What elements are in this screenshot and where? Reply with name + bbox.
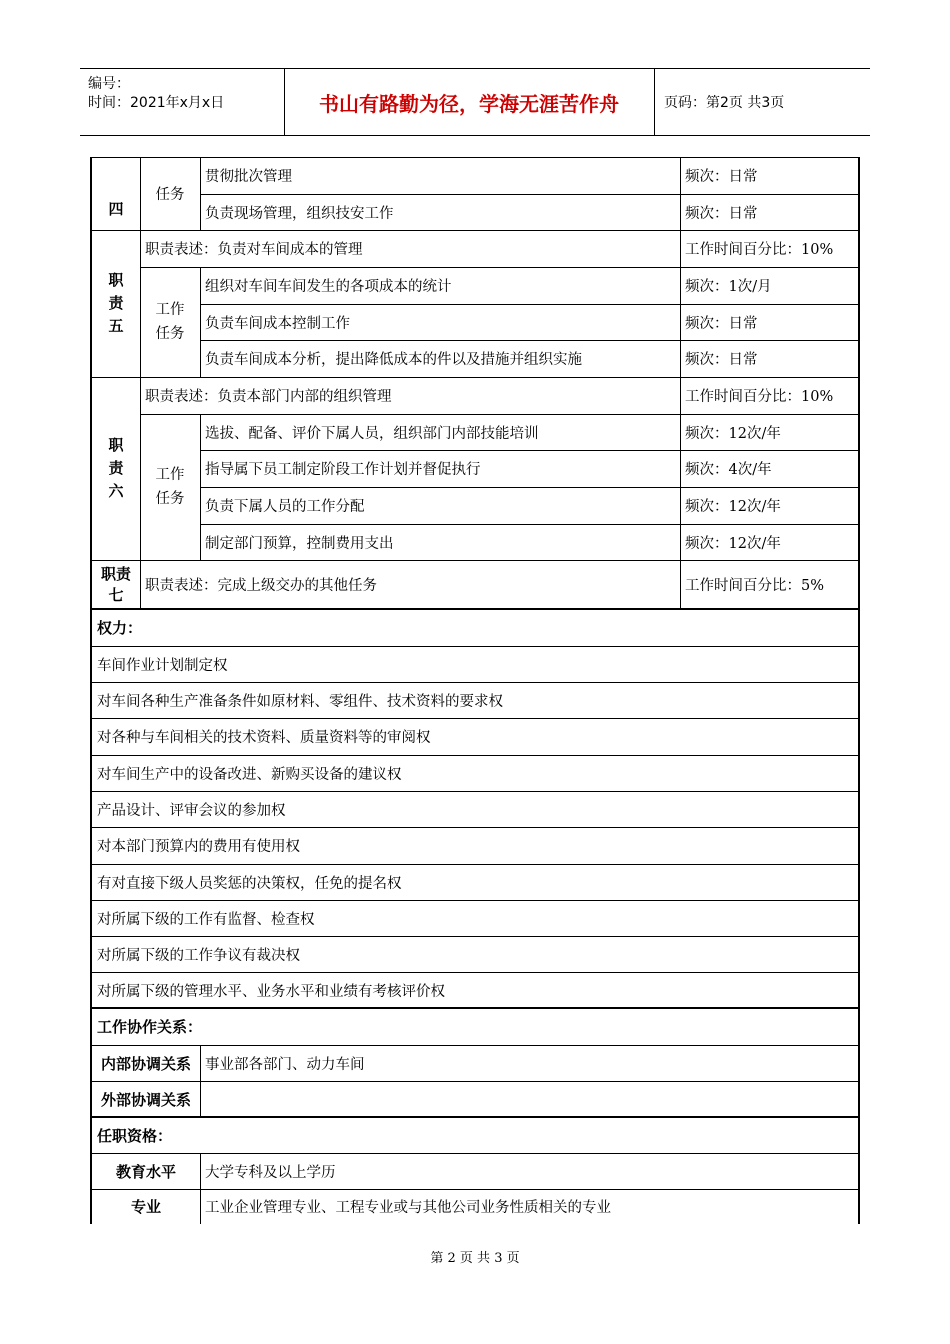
grid-line (92, 1116, 860, 1118)
duty5-description: 职责表述：负责对车间成本的管理 (145, 242, 363, 258)
grid-line (92, 646, 860, 647)
duty4-task-2-frequency: 频次：日常 (685, 205, 758, 222)
duty7-time-percent: 工作时间百分比：5% (685, 578, 825, 594)
duty6-task-2: 指导属下员工制定阶段工作计划并督促执行 (205, 462, 481, 478)
grid-line (92, 1153, 860, 1154)
internal-relations-value: 事业部各部门、动力车间 (205, 1056, 365, 1073)
grid-line (92, 157, 860, 158)
duty6-task-label: 工作 任务 (155, 467, 185, 507)
power-item: 对所属下级的工作有监督、检查权 (97, 911, 315, 928)
powers-title: 权力： (97, 619, 143, 637)
grid-line (140, 414, 860, 415)
grid-line (140, 267, 860, 268)
duty6-task-1: 选拔、配备、评价下属人员，组织部门内部技能培训 (205, 425, 539, 442)
duty6-task-3-frequency: 频次：12次/年 (685, 499, 781, 515)
header-motto: 书山有路勤为径，学海无涯苦作舟 (284, 69, 655, 135)
page-header (80, 68, 870, 136)
duty4-label: 四 (108, 200, 124, 218)
grid-line (200, 450, 860, 451)
power-item: 对车间各种生产准备条件如原材料、零组件、技术资料的要求权 (97, 693, 503, 710)
duty6-label: 职 责 六 (108, 436, 124, 500)
document-date-label: 时间：2021年x月x日 (88, 95, 225, 111)
duty5-label: 职 责 五 (108, 271, 124, 335)
cooperation-title: 工作协作关系： (97, 1018, 203, 1036)
external-relations-label: 外部协调关系 (100, 1090, 191, 1109)
duty5-task-2: 负责车间成本控制工作 (205, 315, 350, 332)
duty5-task-3-frequency: 频次：日常 (685, 352, 758, 368)
major-value: 工业企业管理专业、工程专业或与其他公司业务性质相关的专业 (205, 1200, 611, 1216)
grid-line (92, 864, 860, 865)
grid-line (140, 157, 141, 609)
page-footer: 第 2 页 共 3 页 (430, 1251, 520, 1266)
grid-line (200, 267, 201, 377)
grid-line (92, 900, 860, 901)
power-item: 车间作业计划制定权 (97, 657, 228, 674)
power-item: 有对直接下级人员奖惩的决策权，任免的提名权 (97, 875, 402, 892)
education-label: 教育水平 (115, 1162, 176, 1181)
duty5-task-label: 工作 任务 (155, 302, 185, 342)
external-relations-value (200, 1081, 860, 1117)
duty5-task-2-frequency: 频次：日常 (685, 315, 758, 332)
duty5-time-percent: 工作时间百分比：10% (685, 242, 834, 258)
grid-line (200, 524, 860, 525)
duty6-task-2-frequency: 频次：4次/年 (685, 462, 772, 478)
grid-line (92, 377, 860, 378)
header-meta (80, 69, 285, 135)
grid-line (92, 230, 860, 231)
power-item: 对各种与车间相关的技术资料、质量资料等的审阅权 (97, 730, 431, 746)
power-item: 产品设计、评审会议的参加权 (97, 802, 286, 819)
grid-line (200, 414, 201, 560)
major-label: 专业 (130, 1198, 161, 1216)
power-item: 对所属下级的管理水平、业务水平和业绩有考核评价权 (97, 983, 445, 1000)
grid-line (200, 194, 860, 195)
duty6-task-1-frequency: 频次：12次/年 (685, 425, 781, 442)
grid-line (200, 157, 201, 230)
grid-line (92, 936, 860, 937)
grid-line (92, 560, 860, 561)
duty4-task-label: 任务 (155, 187, 185, 203)
power-item: 对车间生产中的设备改进、新购买设备的建议权 (97, 766, 402, 783)
duty7-description: 职责表述：完成上级交办的其他任务 (145, 578, 377, 594)
grid-line (92, 791, 860, 792)
duty4-task-1: 贯彻批次管理 (205, 169, 292, 185)
grid-line (92, 755, 860, 756)
duty5-task-1-frequency: 频次：1次/月 (685, 279, 772, 295)
grid-line (680, 157, 681, 609)
duty6-task-3: 负责下属人员的工作分配 (205, 499, 365, 515)
header-page-number: 页码：第2页 共3页 (664, 95, 785, 111)
grid-line (92, 1007, 860, 1009)
duty4-task-1-frequency: 频次：日常 (685, 169, 758, 185)
grid-line (200, 487, 860, 488)
duty6-time-percent: 工作时间百分比：10% (685, 389, 834, 405)
power-item: 对所属下级的工作争议有裁决权 (97, 947, 300, 964)
document-number-label: 编号： (88, 76, 130, 92)
duty6-task-4-frequency: 频次：12次/年 (685, 535, 781, 552)
grid-line (92, 827, 860, 828)
grid-line (92, 682, 860, 683)
grid-line (200, 1153, 201, 1224)
internal-relations-label: 内部协调关系 (100, 1054, 191, 1073)
grid-line (200, 1045, 201, 1117)
grid-line (92, 1045, 860, 1046)
grid-line (92, 1081, 860, 1082)
duty6-description: 职责表述：负责本部门内部的组织管理 (145, 389, 392, 405)
grid-line (92, 718, 860, 719)
duty5-task-3: 负责车间成本分析，提出降低成本的件以及措施并组织实施 (205, 352, 582, 368)
duty4-task-2: 负责现场管理，组织技安工作 (205, 205, 394, 222)
grid-line (200, 304, 860, 305)
grid-line (92, 972, 860, 973)
qualifications-title: 任职资格： (97, 1126, 173, 1145)
grid-line (92, 1189, 860, 1190)
grid-line (92, 608, 860, 610)
power-item: 对本部门预算内的费用有使用权 (97, 839, 300, 855)
duty6-task-4: 制定部门预算，控制费用支出 (205, 535, 394, 552)
education-value: 大学专科及以上学历 (205, 1164, 336, 1181)
grid-line (200, 340, 860, 341)
duty5-task-1: 组织对车间车间发生的各项成本的统计 (205, 279, 452, 295)
duty7-label: 职责 七 (100, 564, 131, 604)
job-description-table (90, 157, 860, 1224)
